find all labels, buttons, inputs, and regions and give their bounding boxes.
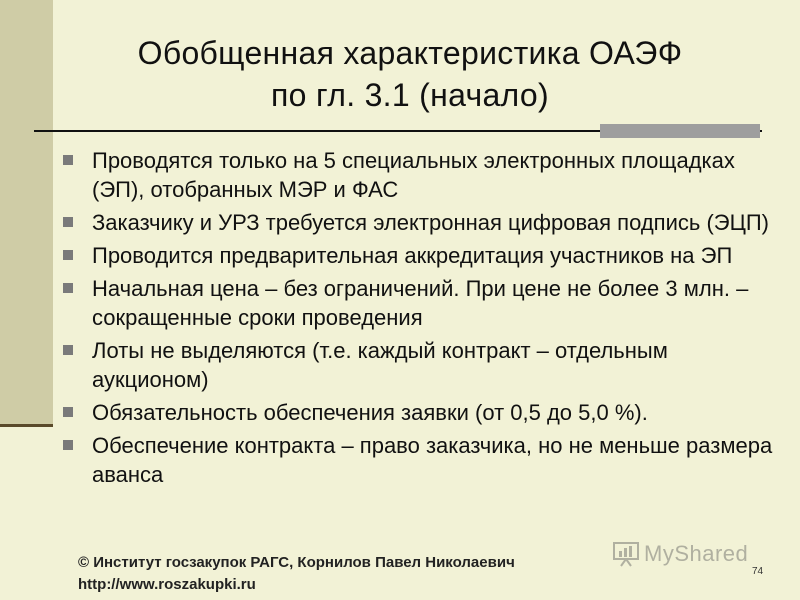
bullet-item [62,336,782,394]
footer-copyright: © Институт госзакупок РАГС, Корнилов Павел Николаевич [78,554,515,571]
square-bullet-icon [63,283,73,293]
slide-footer [78,552,515,596]
bullet-item [62,431,782,489]
slide-title-line-2: по гл. 3.1 (начало) [271,77,549,113]
presentation-board-icon [612,541,640,567]
bullet-text: Проводится предварительная аккредитация участников на ЭП [92,243,733,268]
footer-url: http://www.roszakupki.ru [78,576,256,593]
bullet-text: Обеспечение контракта – право заказчика, но не меньше размера аванса [92,433,773,487]
bullet-text: Заказчику и УРЗ требуется электронная цифровая подпись (ЭЦП) [92,210,769,235]
left-band-underline [0,424,53,427]
left-decorative-band [0,0,53,427]
square-bullet-icon [63,345,73,355]
page-number: 74 [752,566,764,577]
bullet-item [62,146,782,204]
bullet-list [62,146,782,493]
bullet-item [62,274,782,332]
square-bullet-icon [63,407,73,417]
title-accent-bar [600,124,760,138]
bullet-item [62,208,782,237]
bullet-item [62,398,782,427]
square-bullet-icon [63,155,73,165]
slide-title [60,32,760,116]
square-bullet-icon [63,250,73,260]
square-bullet-icon [63,440,73,450]
bullet-text: Обязательность обеспечения заявки (от 0,5 до 5,0 %). [92,400,648,425]
bullet-text: Начальная цена – без ограничений. При цене не более 3 млн. – сокращенные сроки проведения [92,276,749,330]
bullet-item [62,241,782,270]
slide-title-line-1: Обобщенная характеристика ОАЭФ [137,35,683,71]
watermark-logo [612,540,748,568]
square-bullet-icon [63,217,73,227]
bullet-text: Проводятся только на 5 специальных электронных площадках (ЭП), отобранных МЭР и ФАС [92,148,735,202]
watermark-text: MyShared [644,541,749,566]
bullet-text: Лоты не выделяются (т.е. каждый контракт – отдельным аукционом) [92,338,668,392]
